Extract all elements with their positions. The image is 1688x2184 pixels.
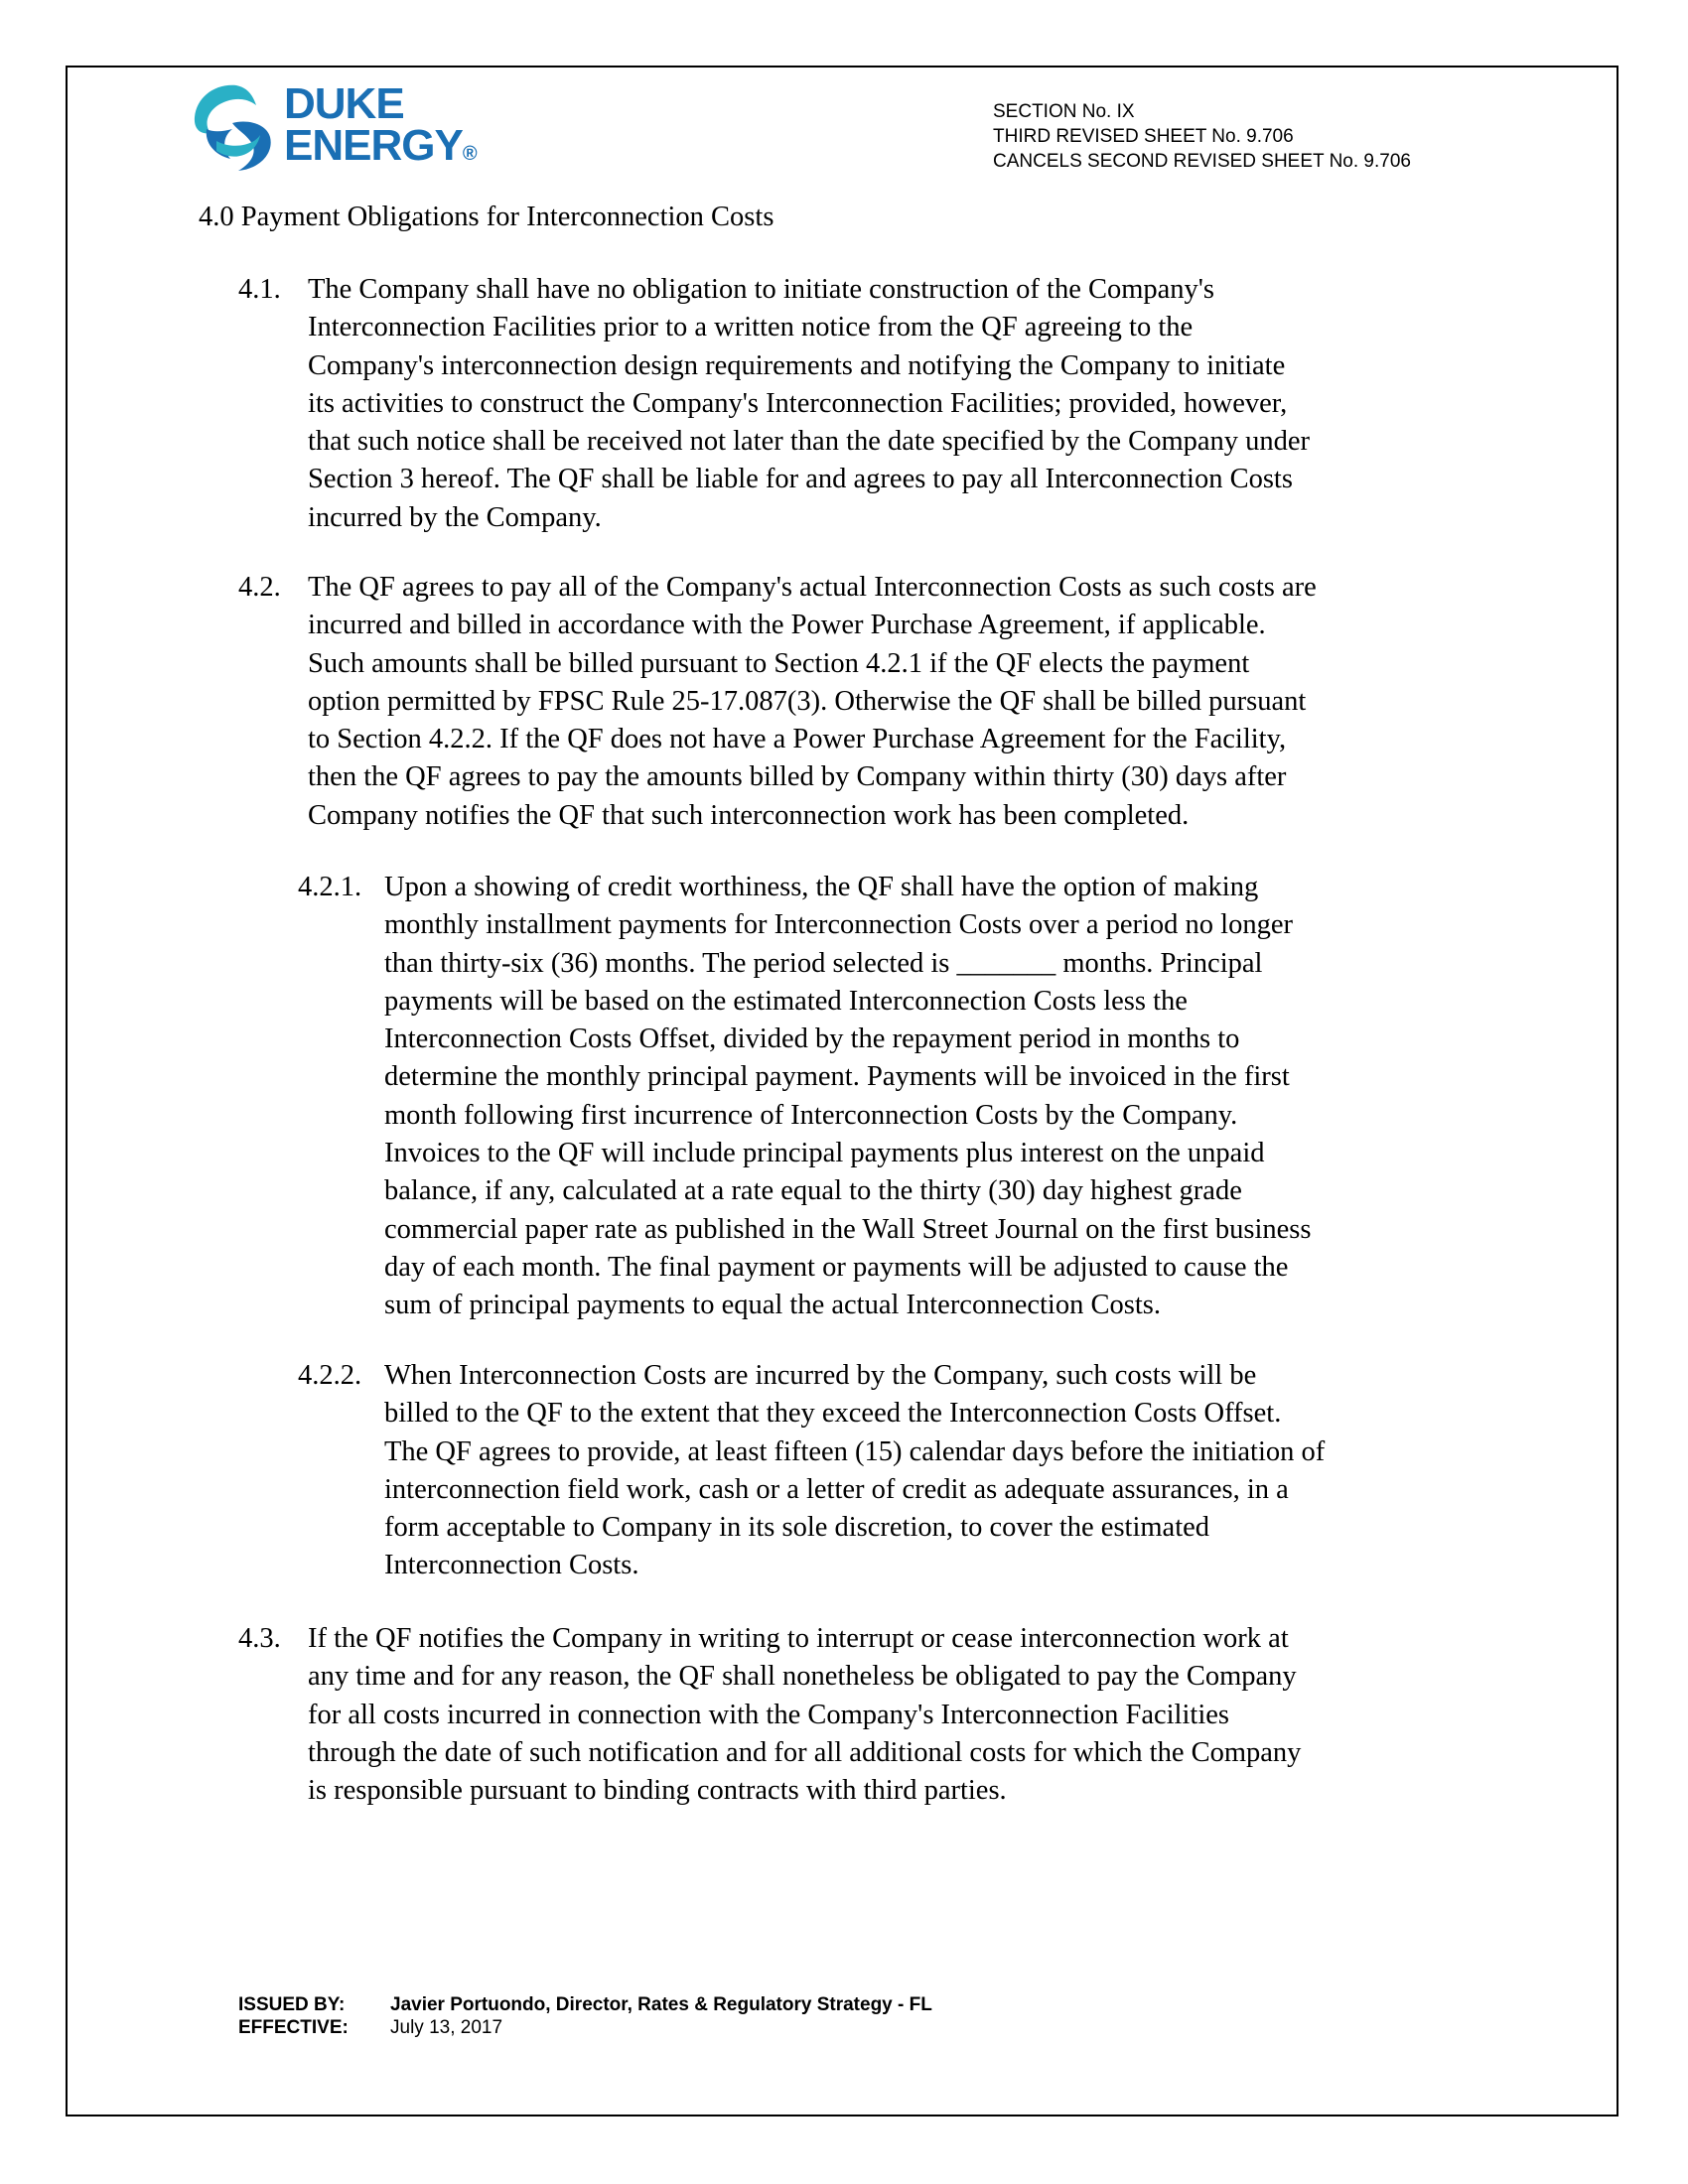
issued-by-row (238, 1993, 932, 2016)
text-line: day of each month. The final payment or payments will be adjusted to cause the (384, 1251, 1289, 1283)
text-line: incurred and billed in accordance with the Power Purchase Agreement, if applicable. (308, 610, 1266, 641)
paragraph-text (308, 569, 1489, 835)
paragraph-number: 4.3. (238, 1623, 281, 1654)
text-line: Section 3 hereof. The QF shall be liable for and agrees to pay all Interconnection Costs (308, 464, 1293, 495)
text-line: billed to the QF to the extent that they exceed the Interconnection Costs Offset. (384, 1398, 1282, 1430)
text-line: Interconnection Facilities prior to a written notice from the QF agreeing to the (308, 312, 1194, 343)
paragraph-text (308, 271, 1489, 537)
text-line: The QF agrees to pay all of the Company's actual Interconnection Costs as such costs are (308, 572, 1317, 603)
registered-mark: ® (462, 143, 477, 165)
logo-word-duke: DUKE (284, 79, 404, 128)
effective-value: July 13, 2017 (390, 2017, 503, 2038)
text-line: form acceptable to Company in its sole discretion, to cover the estimated (384, 1512, 1210, 1544)
footer (238, 1993, 932, 2039)
issued-by-value: Javier Portuondo, Director, Rates & Regulatory Strategy - FL (390, 1994, 932, 2015)
text-line: then the QF agrees to pay the amounts billed by Company within thirty (30) days after (308, 761, 1287, 793)
sheet-header (993, 99, 1411, 174)
paragraph-text (384, 1357, 1489, 1585)
revised-sheet: THIRD REVISED SHEET No. 9.706 (993, 126, 1294, 147)
cancels-sheet: CANCELS SECOND REVISED SHEET No. 9.706 (993, 151, 1411, 172)
text-line: any time and for any reason, the QF shall nonetheless be obligated to pay the Company (308, 1661, 1297, 1693)
text-line: The QF agrees to provide, at least fifteen (15) calendar days before the initiation of (384, 1435, 1326, 1467)
text-line: than thirty-six (36) months. The period selected is _______ months. Principal (384, 947, 1263, 979)
text-line: commercial paper rate as published in the Wall Street Journal on the first business (384, 1213, 1312, 1245)
logo-word-energy: ENERGY (284, 121, 463, 170)
text-line: month following first incurrence of Interconnection Costs by the Company. (384, 1099, 1238, 1131)
text-line: determine the monthly principal payment. Payments will be invoiced in the first (384, 1061, 1290, 1093)
section-title: 4.0 Payment Obligations for Interconnection Costs (199, 202, 774, 232)
text-line: balance, if any, calculated at a rate equal to the thirty (30) day highest grade (384, 1175, 1242, 1207)
issued-by-label: ISSUED BY: (238, 1994, 346, 2015)
section-number: SECTION No. IX (993, 101, 1135, 122)
paragraph-number: 4.2.2. (298, 1360, 362, 1391)
text-line: If the QF notifies the Company in writing to interrupt or cease interconnection work at (308, 1623, 1289, 1654)
text-line: its activities to construct the Company's Interconnection Facilities; provided, however, (308, 387, 1288, 419)
text-line: When Interconnection Costs are incurred by the Company, such costs will be (384, 1360, 1257, 1391)
text-line: interconnection field work, cash or a letter of credit as adequate assurances, in a (384, 1473, 1289, 1505)
effective-row (238, 2016, 932, 2039)
text-line: that such notice shall be received not later than the date specified by the Company under (308, 426, 1311, 458)
paragraph-text (308, 1620, 1489, 1810)
text-line: incurred by the Company. (308, 501, 602, 533)
text-line: Invoices to the QF will include principal payments plus interest on the unpaid (384, 1138, 1265, 1169)
text-line: Interconnection Costs. (384, 1550, 639, 1581)
text-line: through the date of such notification and for all additional costs for which the Company (308, 1736, 1302, 1768)
effective-label: EFFECTIVE: (238, 2017, 349, 2038)
text-line: is responsible pursuant to binding contracts with third parties. (308, 1775, 1007, 1807)
paragraph-number: 4.2.1. (298, 872, 362, 902)
text-line: The Company shall have no obligation to initiate construction of the Company's (308, 274, 1215, 305)
paragraph-number: 4.2. (238, 572, 281, 603)
text-line: option permitted by FPSC Rule 25-17.087(3). Otherwise the QF shall be billed pursuant (308, 685, 1307, 717)
text-line: Upon a showing of credit worthiness, the QF shall have the option of making (384, 872, 1259, 902)
text-line: Company notifies the QF that such interconnection work has been completed. (308, 799, 1190, 831)
text-line: sum of principal payments to equal the actual Interconnection Costs. (384, 1290, 1161, 1321)
text-line: Company's interconnection design requirements and notifying the Company to initiate (308, 349, 1286, 381)
paragraph-text (384, 869, 1489, 1325)
paragraph-number: 4.1. (238, 274, 281, 305)
text-line: Interconnection Costs Offset, divided by the repayment period in months to (384, 1024, 1240, 1055)
duke-energy-swirl-icon (187, 79, 282, 175)
text-line: to Section 4.2.2. If the QF does not have a Power Purchase Agreement for the Facility, (308, 724, 1287, 755)
text-line: Such amounts shall be billed pursuant to Section 4.2.1 if the QF elects the payment (308, 647, 1250, 679)
text-line: monthly installment payments for Interconnection Costs over a period no longer (384, 909, 1293, 941)
text-line: payments will be based on the estimated Interconnection Costs less the (384, 985, 1188, 1017)
text-line: for all costs incurred in connection with the Company's Interconnection Facilities (308, 1699, 1229, 1730)
duke-energy-logo (187, 79, 475, 179)
